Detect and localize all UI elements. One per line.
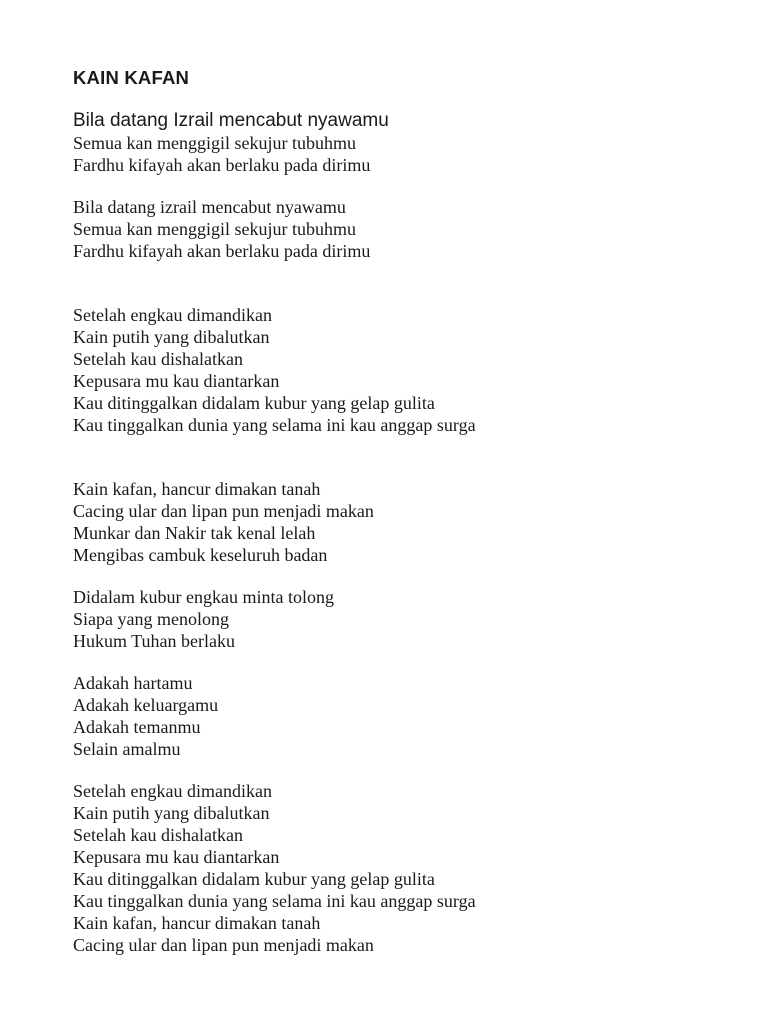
song-title: KAIN KAFAN	[73, 67, 190, 88]
stanza-5	[73, 586, 733, 652]
lyric-line: Semua kan menggigil sekujur tubuhmu	[73, 133, 356, 153]
lyric-line: Fardhu kifayah akan berlaku pada dirimu	[73, 241, 371, 261]
lyric-line: Mengibas cambuk keseluruh badan	[73, 545, 328, 565]
stanza-7	[73, 780, 733, 956]
lyric-line: Kau ditinggalkan didalam kubur yang gelap gulita	[73, 869, 435, 889]
lyric-line: Cacing ular dan lipan pun menjadi makan	[73, 501, 374, 521]
lyric-line: Hukum Tuhan berlaku	[73, 631, 235, 651]
lyric-line: Setelah engkau dimandikan	[73, 781, 272, 801]
lyric-line: Kau ditinggalkan didalam kubur yang gelap gulita	[73, 393, 435, 413]
lyric-line: Semua kan menggigil sekujur tubuhmu	[73, 219, 356, 239]
lyric-line: Adakah keluargamu	[73, 695, 219, 715]
lyric-line: Kau tinggalkan dunia yang selama ini kau anggap surga	[73, 891, 476, 911]
lyric-line: Kain putih yang dibalutkan	[73, 327, 270, 347]
lyric-line: Setelah engkau dimandikan	[73, 305, 272, 325]
lyric-line: Didalam kubur engkau minta tolong	[73, 587, 334, 607]
lyric-line: Fardhu kifayah akan berlaku pada dirimu	[73, 155, 371, 175]
stanza-2	[73, 196, 733, 262]
lyric-line: Kain kafan, hancur dimakan tanah	[73, 479, 321, 499]
lyric-line: Adakah temanmu	[73, 717, 201, 737]
lyric-line: Kepusara mu kau diantarkan	[73, 847, 280, 867]
stanza-6	[73, 672, 733, 760]
lyric-line: Kain putih yang dibalutkan	[73, 803, 270, 823]
lyric-line: Siapa yang menolong	[73, 609, 229, 629]
lyric-line: Kau tinggalkan dunia yang selama ini kau anggap surga	[73, 415, 476, 435]
lyric-line: Cacing ular dan lipan pun menjadi makan	[73, 935, 374, 955]
lyric-line: Kain kafan, hancur dimakan tanah	[73, 913, 321, 933]
lyric-line: Bila datang Izrail mencabut nyawamu	[73, 110, 389, 131]
stanza-1	[73, 110, 733, 176]
lyric-line: Setelah kau dishalatkan	[73, 349, 243, 369]
lyric-line: Munkar dan Nakir tak kenal lelah	[73, 523, 316, 543]
lyric-line: Setelah kau dishalatkan	[73, 825, 243, 845]
lyric-line: Adakah hartamu	[73, 673, 193, 693]
lyric-line: Kepusara mu kau diantarkan	[73, 371, 280, 391]
lyric-line: Bila datang izrail mencabut nyawamu	[73, 197, 346, 217]
stanza-3	[73, 304, 733, 436]
stanza-4	[73, 478, 733, 566]
lyric-line: Selain amalmu	[73, 739, 181, 759]
document-page	[73, 66, 733, 956]
